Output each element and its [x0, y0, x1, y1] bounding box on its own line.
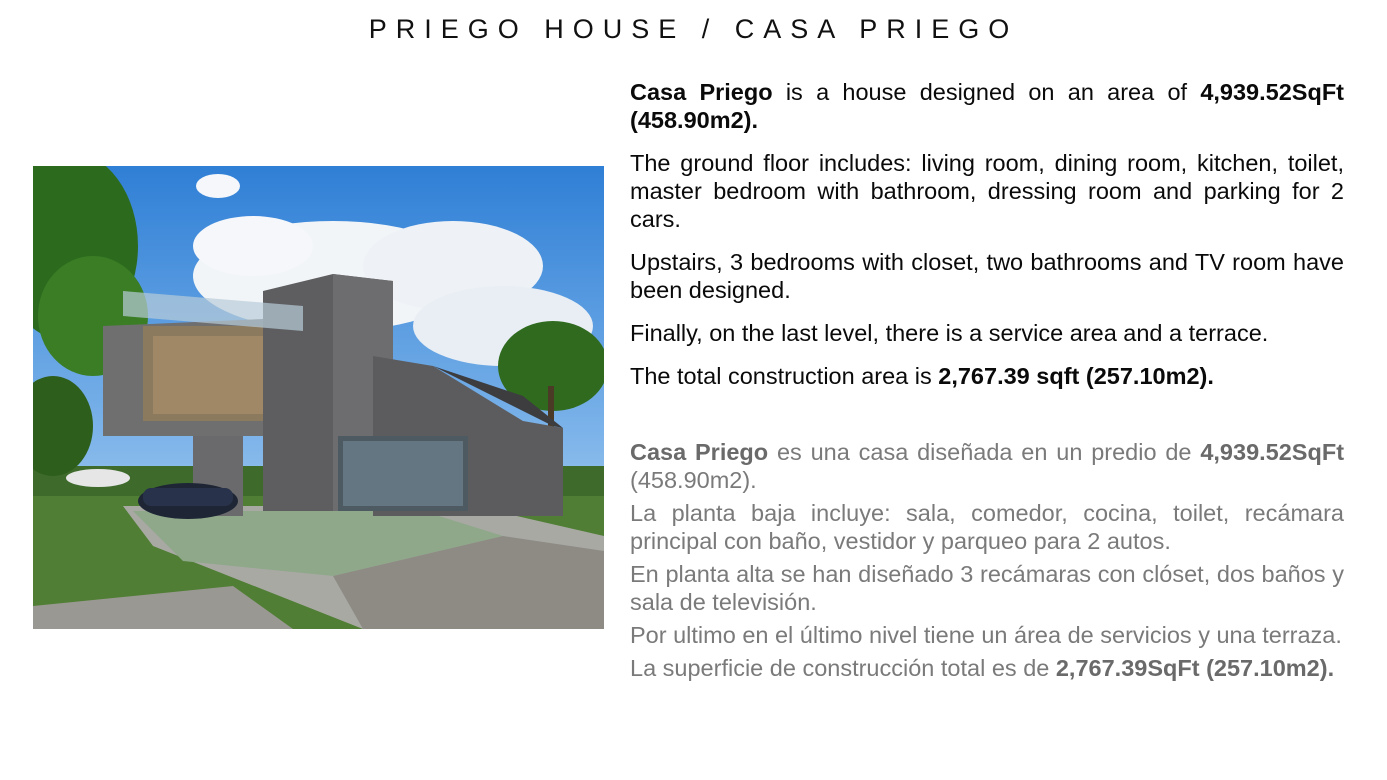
english-paragraph-area [630, 78, 1344, 134]
text-span: La superficie de construcción total es de [630, 655, 1056, 681]
page-title: PRIEGO HOUSE / CASA PRIEGO [368, 14, 1019, 44]
house-render-image [33, 166, 604, 629]
description-text [630, 78, 1344, 687]
english-paragraph-ground-floor: The ground floor includes: living room, dining room, kitchen, toilet, master bedroom with bathroom, dressing room and parking for 2 cars. [630, 150, 1344, 232]
english-paragraph-last-level: Finally, on the last level, there is a service area and a terrace. [630, 320, 1269, 346]
text-span: es una casa diseñada en un predio de [768, 439, 1201, 465]
spanish-paragraph-upstairs: En planta alta se han diseñado 3 recámaras con clóset, dos baños y sala de televisión. [630, 561, 1344, 615]
spanish-paragraph-ground-floor: La planta baja incluye: sala, comedor, cocina, toilet, recámara principal con baño, vestidor y parqueo para 2 autos. [630, 500, 1344, 554]
text-span: is a house designed on an area of [772, 79, 1201, 105]
total-area-value: 2,767.39 sqft (257.10m2). [938, 363, 1214, 389]
text-span: (458.90m2). [630, 467, 757, 493]
house-name: Casa Priego [630, 439, 769, 465]
english-paragraph-total-area [630, 362, 1344, 390]
divider-gap [630, 405, 1344, 438]
spanish-paragraph-last-level: Por ultimo en el último nivel tiene un área de servicios y una terraza. [630, 622, 1342, 648]
spanish-paragraph-total-area [630, 654, 1344, 682]
total-area-value: 2,767.39SqFt (257.10m2). [1055, 655, 1335, 681]
area-value: 4,939.52SqFt (458.90m2). [630, 79, 1344, 133]
area-value: 4,939.52SqFt [1200, 439, 1345, 465]
house-name: Casa Priego [630, 79, 773, 105]
spanish-paragraph-area [630, 438, 1344, 494]
text-span: The total construction area is [630, 363, 939, 389]
english-paragraph-upstairs: Upstairs, 3 bedrooms with closet, two bathrooms and TV room have been designed. [630, 249, 1344, 303]
